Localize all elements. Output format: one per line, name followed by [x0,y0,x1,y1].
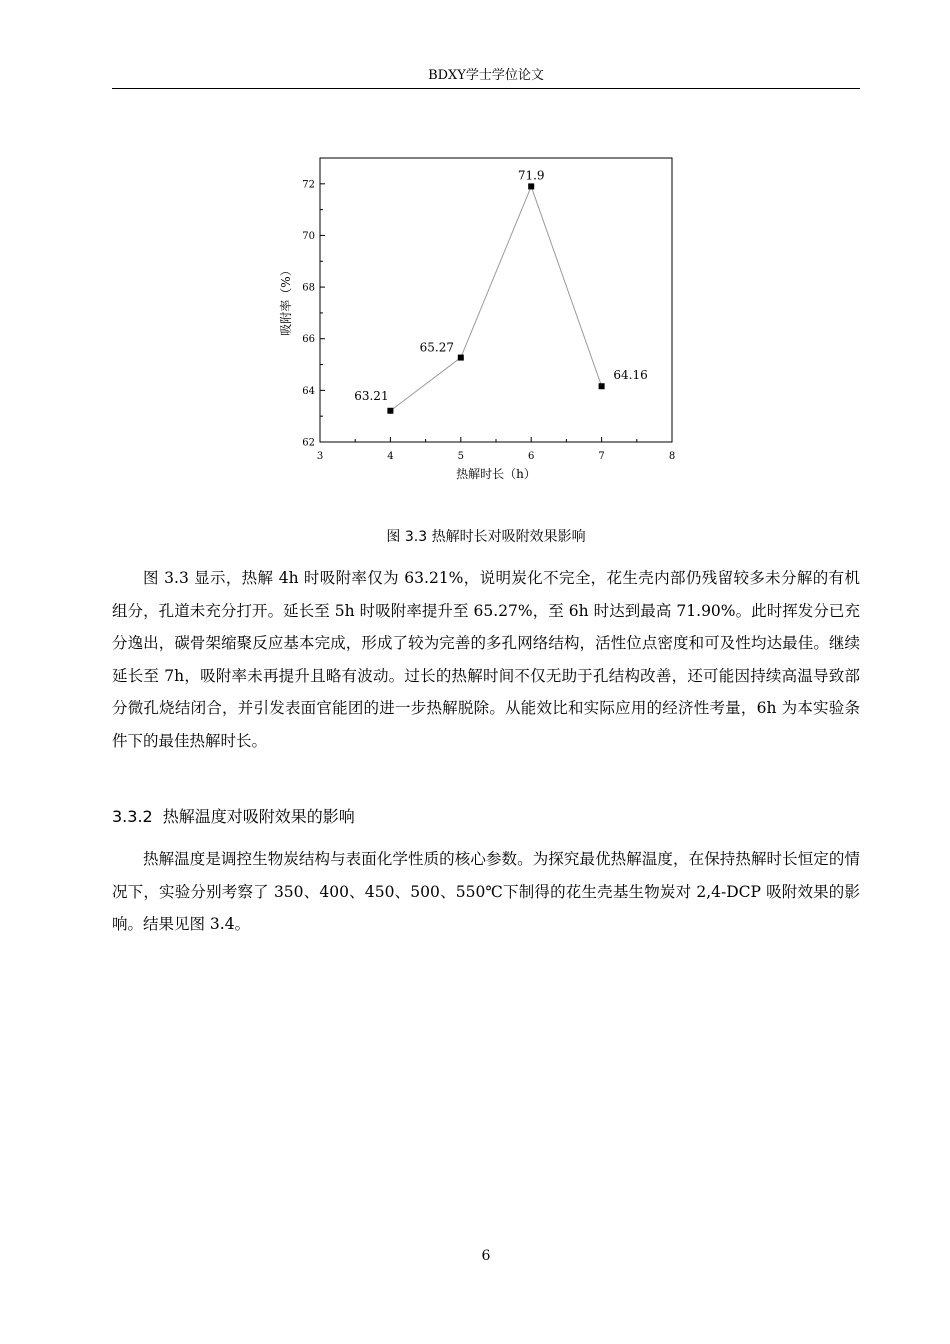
x-tick-label: 7 [598,451,605,462]
y-tick-label: 62 [302,437,315,449]
y-tick-label: 70 [302,230,315,242]
data-label: 71.9 [517,168,545,183]
paragraph-1: 图 3.3 显示，热解 4h 时吸附率仅为 63.21%，说明炭化不完全，花生壳内部仍残留较多未分解的有机组分，孔道未充分打开。延长至 5h 时吸附率提升至 65.27%，至 6h 时达到最高 71.90%。此时挥发分已充分逸出，碳骨架缩聚反应基本完成，形成了较为完善的多孔网络结构，活性位点密度和可及性均达最佳。继续延长至 7h，吸附率未再提升且略有波动。过长的热解时间不仅无助于孔结构改善，还可能因持续高温导致部分微孔烧结闭合，并引发表面官能团的进一步热解脱除。从能效比和实际应用的经济性考量，6h 为本实验条件下的最佳热解时长。 [112,569,860,750]
data-point [528,183,534,189]
y-tick-label: 66 [302,334,315,346]
data-point [458,355,464,361]
paragraph-2: 热解温度是调控生物炭结构与表面化学性质的核心参数。为探究最优热解温度，在保持热解时长恒定的情况下，实验分别考察了 350、400、450、500、550℃下制得的花生壳基生物炭对 2,4-DCP 吸附效果的影响。结果见图 3.4。 [112,850,860,933]
x-tick-label: 6 [528,451,535,462]
page-header: BDXY学士学位论文 [428,68,544,83]
y-tick-label: 72 [302,179,315,191]
adsorption-rate-chart [270,148,690,493]
x-tick-label: 4 [387,451,394,462]
header-rule [112,88,860,89]
data-point [387,408,393,414]
section-heading [112,805,860,829]
x-tick-label: 8 [668,451,676,462]
x-tick-label: 5 [457,451,464,462]
data-label: 65.27 [419,340,454,355]
page-number: 6 [481,1248,491,1264]
section-number: 3.3.2 [112,807,153,826]
y-tick-label: 68 [302,282,315,294]
y-axis-label: 吸附率（%） [279,264,293,336]
x-tick-label: 3 [316,451,324,462]
data-point [599,383,605,389]
series-line [390,186,601,410]
data-label: 64.16 [613,368,648,383]
x-axis-label: 热解时长（h） [456,467,536,481]
y-tick-label: 64 [302,385,315,397]
section-title: 热解温度对吸附效果的影响 [162,807,355,826]
figure-caption: 图 3.3 热解时长对吸附效果影响 [386,529,586,545]
data-label: 63.21 [354,388,389,403]
